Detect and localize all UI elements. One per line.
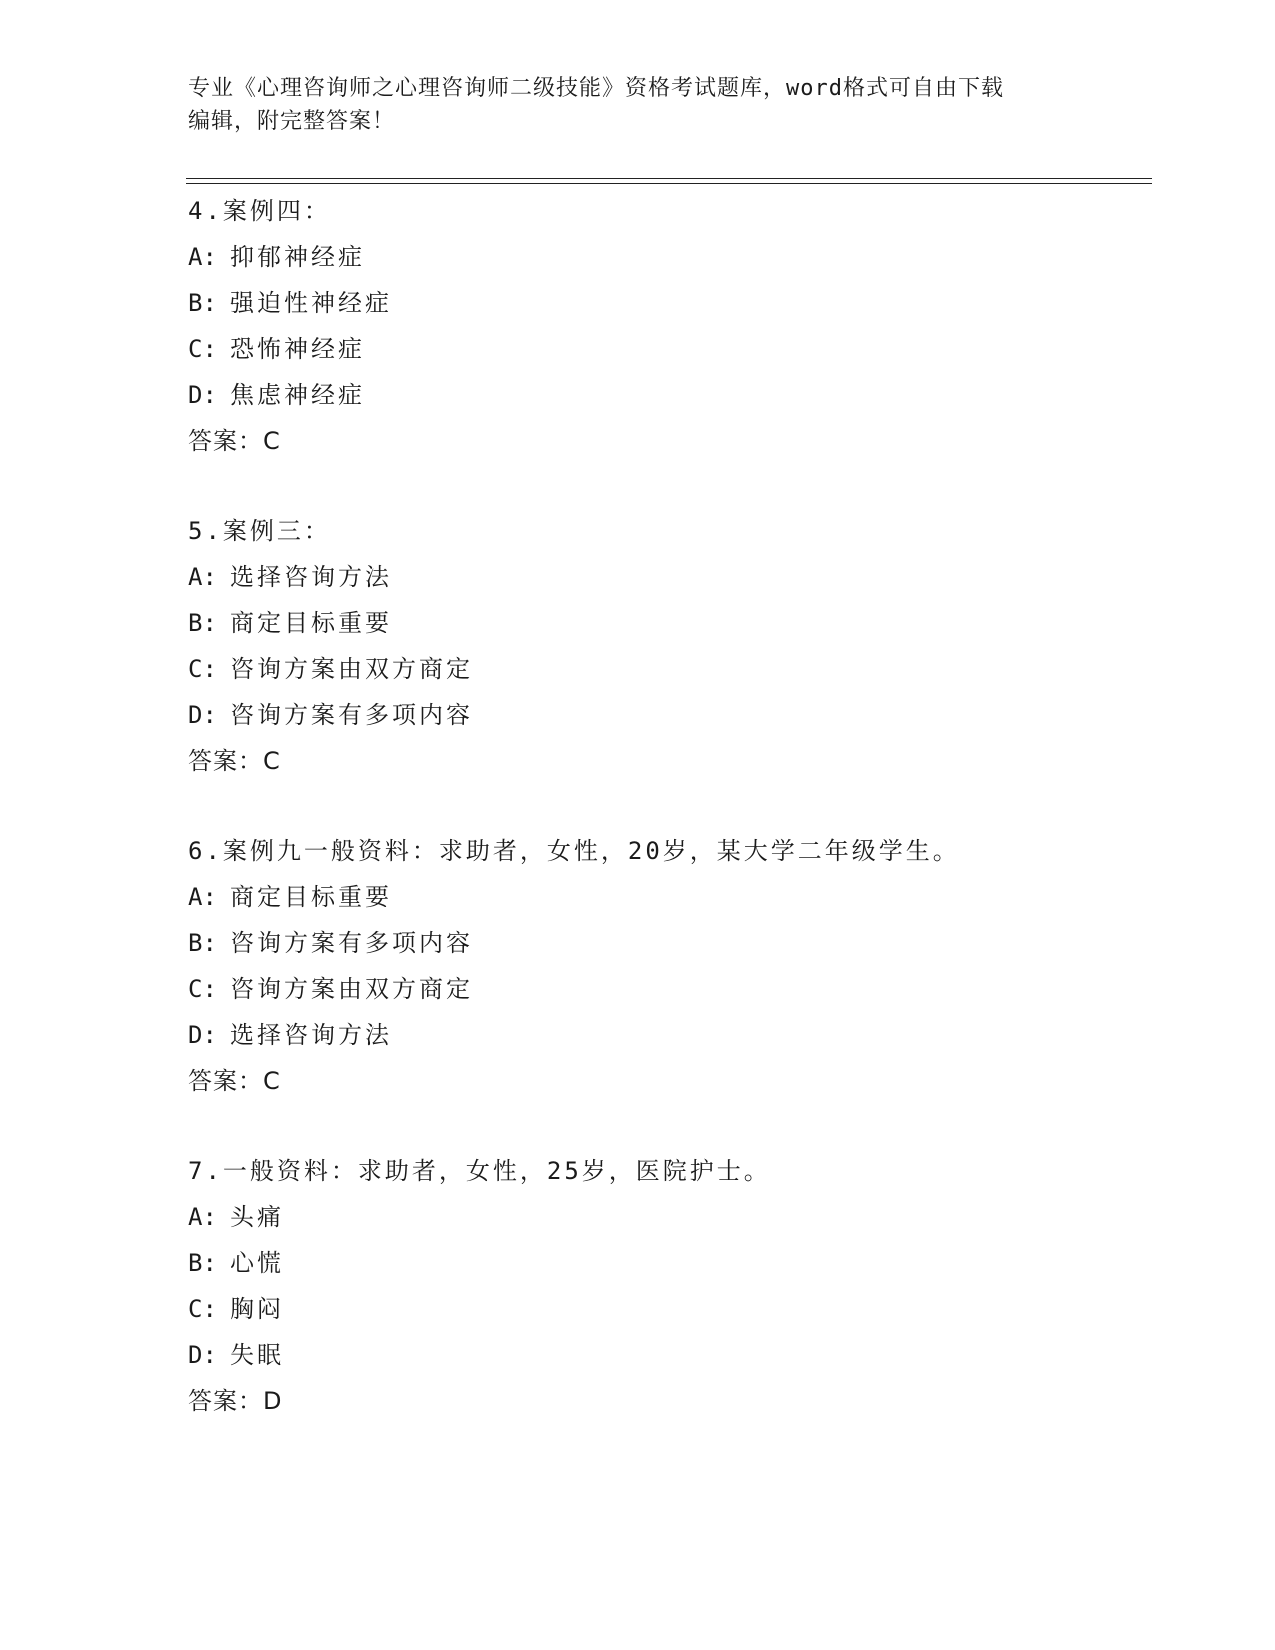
option-text: 抑郁神经症	[230, 243, 365, 271]
option-letter: D:	[188, 1341, 217, 1369]
question-stem: 5.案例三：	[188, 517, 331, 545]
option-text: 商定目标重要	[230, 609, 392, 637]
option-a	[188, 234, 1148, 280]
question-list	[188, 188, 1148, 1468]
option-letter: A:	[188, 1203, 217, 1231]
option-text: 咨询方案有多项内容	[230, 701, 473, 729]
option-text: 恐怖神经症	[230, 335, 365, 363]
option-text: 咨询方案由双方商定	[230, 655, 473, 683]
option-c	[188, 1286, 1148, 1332]
document-header	[188, 72, 1088, 138]
option-letter: A:	[188, 883, 217, 911]
option-letter: D:	[188, 381, 217, 409]
option-b	[188, 280, 1148, 326]
option-text: 焦虑神经症	[230, 381, 365, 409]
header-line-1: 专业《心理咨询师之心理咨询师二级技能》资格考试题库，word格式可自由下载	[188, 76, 1004, 101]
option-text: 心慌	[230, 1249, 284, 1277]
option-letter: C:	[188, 975, 217, 1003]
option-letter: B:	[188, 1249, 217, 1277]
option-b	[188, 600, 1148, 646]
option-c	[188, 966, 1148, 1012]
question-stem: 7.一般资料：求助者，女性，25岁，医院护士。	[188, 1157, 771, 1185]
option-c	[188, 326, 1148, 372]
option-letter: A:	[188, 563, 217, 591]
option-b	[188, 920, 1148, 966]
option-a	[188, 554, 1148, 600]
question-stem: 4.案例四：	[188, 197, 331, 225]
option-a	[188, 874, 1148, 920]
option-letter: D:	[188, 701, 217, 729]
option-letter: C:	[188, 655, 217, 683]
option-d	[188, 692, 1148, 738]
header-divider-top	[186, 178, 1152, 179]
answer: 答案：C	[188, 747, 281, 775]
option-text: 胸闷	[230, 1295, 284, 1323]
option-letter: A:	[188, 243, 217, 271]
option-letter: B:	[188, 609, 217, 637]
question-6	[188, 828, 1148, 1104]
option-b	[188, 1240, 1148, 1286]
option-d	[188, 1012, 1148, 1058]
option-letter: C:	[188, 1295, 217, 1323]
option-text: 强迫性神经症	[230, 289, 392, 317]
option-d	[188, 1332, 1148, 1378]
answer: 答案：D	[188, 1387, 283, 1415]
option-letter: B:	[188, 289, 217, 317]
option-text: 咨询方案由双方商定	[230, 975, 473, 1003]
answer: 答案：C	[188, 1067, 281, 1095]
option-a	[188, 1194, 1148, 1240]
option-text: 选择咨询方法	[230, 1021, 392, 1049]
header-line-2: 编辑，附完整答案！	[188, 109, 396, 134]
option-text: 失眠	[230, 1341, 284, 1369]
option-text: 选择咨询方法	[230, 563, 392, 591]
question-7	[188, 1148, 1148, 1424]
option-letter: C:	[188, 335, 217, 363]
header-divider-bottom	[186, 183, 1152, 184]
option-text: 咨询方案有多项内容	[230, 929, 473, 957]
option-text: 商定目标重要	[230, 883, 392, 911]
option-d	[188, 372, 1148, 418]
question-5	[188, 508, 1148, 784]
question-4	[188, 188, 1148, 464]
option-letter: D:	[188, 1021, 217, 1049]
option-letter: B:	[188, 929, 217, 957]
question-stem: 6.案例九一般资料：求助者，女性，20岁，某大学二年级学生。	[188, 837, 960, 865]
answer: 答案：C	[188, 427, 281, 455]
option-text: 头痛	[230, 1203, 284, 1231]
option-c	[188, 646, 1148, 692]
